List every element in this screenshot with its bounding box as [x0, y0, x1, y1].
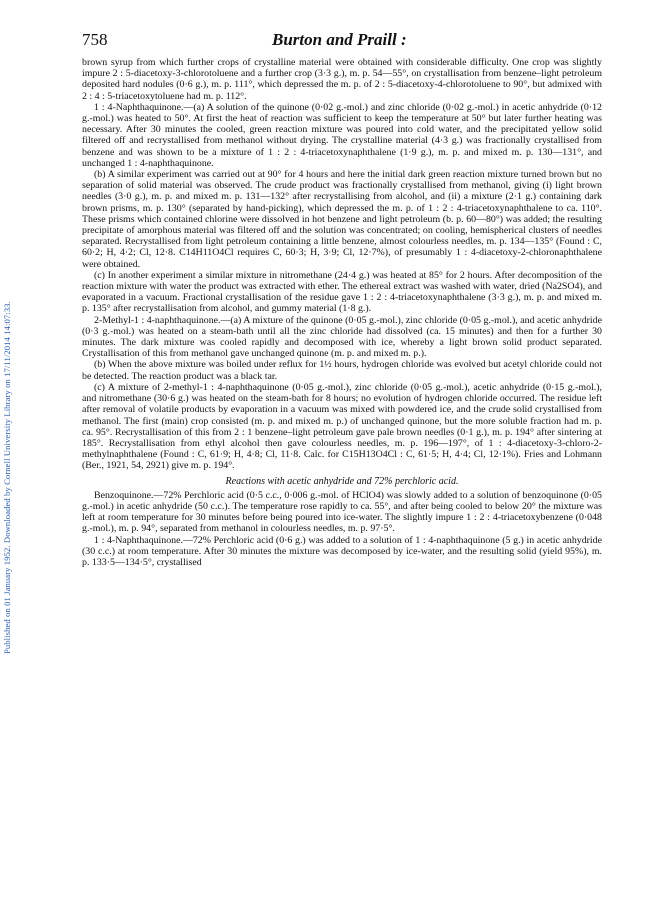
paragraph: (b) When the above mixture was boiled under reflux for 1½ hours, hydrogen chloride was evolved but acetyl chloride could not be detected. The reaction product was a black tar. — [82, 359, 602, 382]
page-number: 758 — [82, 30, 108, 49]
download-watermark: Published on 01 January 1952. Downloaded by Cornell University Library on 17/11/2014 14:07:33. — [2, 301, 12, 655]
page-header — [82, 30, 602, 52]
paragraph: (c) A mixture of 2-methyl-1 : 4-naphthaquinone (0·05 g.-mol.), zinc chloride (0·05 g.-mol.), acetic anhydride (0·15 g.-mol.), and nitromethane (30·6 g.) was heated on the steam-bath for 8 hours; no evolution of hydrogen chloride occurred. The residue left after removal of volatile products by evaporation in a vacuum was mixed with powdered ice, and the crude solid crystallised from methanol. The first (main) crop consisted (m. p. and mixed m. p.) of unchanged quinone, but the more soluble fraction had m. p. ca. 95°. Recrystallisation of this from 2 : 1 benzene–light petroleum gave pale brown needles (0·1 g.), m. p. 194° after sintering at 185°. Recrystallisation from ethyl alcohol then gave colourless needles, m. p. 196—197°, of 1 : 4-diacetoxy-3-chloro-2-methylnaphthalene (Found : C, 61·9; H, 4·8; Cl, 11·8. Calc. for C15H13O4Cl : C, 61·5; H, 4·4; Cl, 12·1%). Fries and Lohmann (Ber., 1921, 54, 2921) give m. p. 194°. — [82, 381, 602, 472]
paragraph: (b) A similar experiment was carried out at 90° for 4 hours and here the initial dark green reaction mixture turned brown but no separation of solid material was observed. The crude product was fractionally crystallised from methanol, giving (i) light brown needles (3·0 g.), m. p. and mixed m. p. 131—132° after recrystallising from alcohol, and (ii) a mixture (2·1 g.) containing dark brown prisms, m. p. 130° (separated by hand-picking), which depressed the m. p. of 1 : 2 : 4-triacetoxynaphthalene to ca. 110°. These prisms which contained chlorine were dissolved in hot benzene and light petroleum (b. p. 60—80°) was added; the resulting precipitate of amorphous material was filtered off and the solution was concentrated; on cooling, hemispherical clusters of needles separated. Recrystallised from light petroleum containing a little benzene, almost colourless needles, m. p. 134—135° (Found : C, 60·2; H, 4·2; Cl, 12·8. C14H11O4Cl requires C, 60·3; H, 3·9; Cl, 12·7%), of presumably 1 : 4-diacetoxy-2-chloronaphthalene were obtained. — [82, 169, 602, 270]
paragraph: 1 : 4-Naphthaquinone.—(a) A solution of the quinone (0·02 g.-mol.) and zinc chloride (0·02 g.-mol.) in acetic anhydride (0·12 g.-mol.) was heated to 50°. At first the heat of reaction was sufficient to keep the temperature at 50° but later further heating was necessary. After 30 minutes the cooled, green reaction mixture was poured into cold water, and the precipitated yellow solid filtered off and recrystallised from methanol without drying. The crystalline material (4·3 g.) was fractionally crystallised from benzene and was shown to be a mixture of 1 : 2 : 4-triacetoxynaphthalene (1·9 g.), m. p. and mixed m. p. 130—131°, and unchanged 1 : 4-naphthaquinone. — [82, 101, 602, 169]
section-heading: Reactions with acetic anhydride and 72% perchloric acid. — [225, 475, 459, 487]
paragraph: brown syrup from which further crops of crystalline material were obtained with considerable difficulty. One crop was slightly impure 2 : 5-diacetoxy-3-chlorotoluene and a further crop (3·3 g.), m. p. 54—55°, on crystallisation from benzene–light petroleum deposited hard nodules (0·6 g.), m. p. 111°, which depressed the m. p. of 2 : 5-diacetoxy-4-chlorotoluene to 90°, but admixed with 2 : 4 : 5-triacetoxytoluene had m. p. 112°. — [82, 57, 602, 102]
paragraph: 1 : 4-Naphthaquinone.—72% Perchloric acid (0·6 g.) was added to a solution of 1 : 4-naphthaquinone (5 g.) in acetic anhydride (30 c.c.) at room temperature. After 30 minutes the mixture was decomposed by ice-water, and the resulting solid (yield 95%), m. p. 133·5—134·5°, crystallised — [82, 534, 602, 568]
paragraph: (c) In another experiment a similar mixture in nitromethane (24·4 g.) was heated at 85° for 2 hours. After decomposition of the reaction mixture with water the product was extracted with ether. The ethereal extract was washed with water, dried (Na2SO4), and evaporated in a vacuum. Fractional crystallisation of the residue gave 1 : 2 : 4-triacetoxynaphthalene (3·3 g.), m. p. and mixed m. p. 135° after recrystallisation from alcohol, and gummy material (1·8 g.). — [82, 269, 602, 315]
paragraph: 2-Methyl-1 : 4-naphthaquinone.—(a) A mixture of the quinone (0·05 g.-mol.), zinc chloride (0·05 g.-mol.), and acetic anhydride (0·3 g.-mol.) was heated on a steam-bath until all the zinc chloride had dissolved (ca. 15 minutes) and then for a further 30 minutes. The dark mixture was cooled rapidly and decomposed with ice, whereby a light brown solid product separated. Crystallisation of this from methanol gave unchanged quinone (m. p. and mixed m. p.). — [82, 314, 602, 360]
paragraph: Benzoquinone.—72% Perchloric acid (0·5 c.c., 0·006 g.-mol. of HClO4) was slowly added to a solution of benzoquinone (0·05 g.-mol.) in acetic anhydride (50 c.c.). The temperature rose rapidly to ca. 55°, and after being cooled to below 20° the mixture was left at room temperature for 30 minutes before being poured into ice-water. The slightly impure 1 : 2 : 4-triacetoxybenzene (0·048 g.-mol.), m. p. 94°, separated from methanol in colourless needles, m. p. 97·5°. — [82, 489, 602, 535]
body-text — [82, 57, 602, 568]
running-head: Burton and Praill : — [272, 30, 407, 49]
